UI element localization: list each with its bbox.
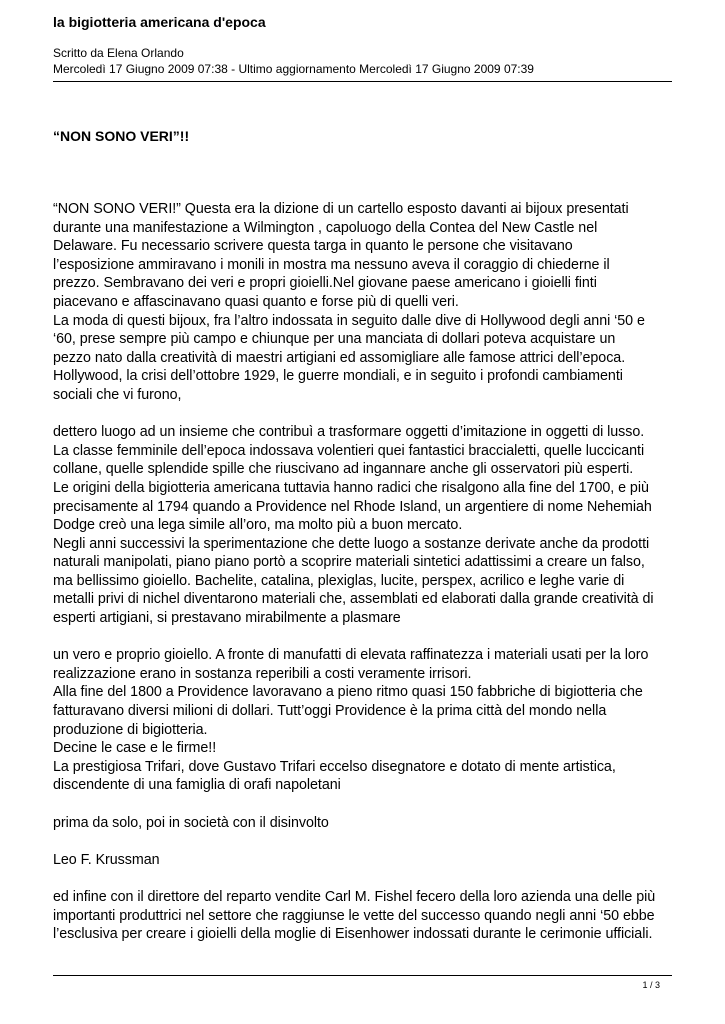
document-meta <box>53 45 534 77</box>
body-line: metalli privi di nichel diventarono materiali che, assemblati ed elaborati dalla grande creatività di <box>53 591 654 608</box>
paragraph-gap <box>53 405 678 424</box>
body-line: piacevano e affascinavano quasi quanto e forse più di quelli veri. <box>53 293 459 310</box>
article-body <box>53 200 678 944</box>
body-line: prima da solo, poi in società con il disinvolto <box>53 814 329 831</box>
body-line: precisamente al 1794 quando a Providence nel Rhode Island, un argentiere di nome Nehemiah <box>53 498 652 515</box>
body-line: Dodge creò una lega simile all’oro, ma molto più a buon mercato. <box>53 517 463 534</box>
document-title: la bigiotteria americana d'epoca <box>53 14 266 30</box>
paragraph-gap <box>53 795 678 814</box>
body-line: importanti produttrici nel settore che raggiunse le vette del successo quando negli anni ‘50 ebbe <box>53 907 655 924</box>
body-line: naturali manipolati, piano piano portò a scoprire materiali sintetici adattissimi a creare un falso, <box>53 554 645 571</box>
body-line: un vero e proprio gioiello. A fronte di manufatti di elevata raffinatezza i materiali usati per la loro <box>53 647 649 664</box>
body-line: sociali che vi furono, <box>53 386 182 403</box>
paragraph-gap <box>53 869 678 888</box>
body-line: produzione di bigiotteria. <box>53 721 208 738</box>
body-line: La prestigiosa Trifari, dove Gustavo Trifari eccelso disegnatore e dotato di mente artistica, <box>53 758 616 775</box>
body-line: l’esposizione ammiravano i monili in mostra ma nessuno aveva il coraggio di chiederne il <box>53 256 610 273</box>
body-line: l’esclusiva per creare i gioielli della moglie di Eisenhower indossati durante le cerimonie ufficiali. <box>53 926 653 943</box>
body-line: fatturavano diversi milioni di dollari. Tutt’oggi Providence è la prima città del mondo nella <box>53 703 607 720</box>
body-line: discendente di una famiglia di orafi napoletani <box>53 777 341 794</box>
body-line: ed infine con il direttore del reparto vendite Carl M. Fishel fecero della loro azienda una delle più <box>53 888 656 905</box>
body-line: Delaware. Fu necessario scrivere questa targa in quanto le persone che visitavano <box>53 238 573 255</box>
body-line: durante una manifestazione a Wilmington , capoluogo della Contea del New Castle nel <box>53 219 598 236</box>
body-line: Decine le case e le firme!! <box>53 740 217 757</box>
body-line: Leo F. Krussman <box>53 851 160 868</box>
header-divider <box>53 81 672 82</box>
body-line: Hollywood, la crisi dell’ottobre 1929, le guerre mondiali, e in seguito i profondi cambiamenti <box>53 368 623 385</box>
body-line: pezzo nato dalla creatività di maestri artigiani ed assomigliare alle famose attrici dell’epoca. <box>53 349 626 366</box>
body-line: ma bellissimo gioiello. Bachelite, catalina, plexiglas, lucite, perspex, acrilico e leghe varie di <box>53 572 625 589</box>
body-line: La moda di questi bijoux, fra l’altro indossata in seguito dalle dive di Hollywood degli anni ‘50 e <box>53 312 645 329</box>
body-line: La classe femminile dell’epoca indossava volentieri quei fantastici braccialetti, quelle luccicanti <box>53 442 645 459</box>
paragraph-gap <box>53 628 678 647</box>
body-line: collane, quelle splendide spille che riuscivano ad ingannare anche gli osservatori più esperti. <box>53 461 634 478</box>
body-line: dettero luogo ad un insieme che contribuì a trasformare oggetti d’imitazione in oggetti di lusso. <box>53 424 645 441</box>
body-line: esperti artigiani, si prestavano mirabilmente a plasmare <box>53 610 401 627</box>
body-line: Le origini della bigiotteria americana tuttavia hanno radici che risalgono alla fine del 1700, e più <box>53 479 649 496</box>
body-line: realizzazione erano in sostanza reperibili a costi veramente irrisori. <box>53 665 472 682</box>
footer-divider <box>53 975 672 976</box>
body-line: Negli anni successivi la sperimentazione che dette luogo a sostanze derivate anche da prodotti <box>53 535 650 552</box>
body-line: “NON SONO VERI!” Questa era la dizione di un cartello esposto davanti ai bijoux presentati <box>53 201 629 217</box>
body-line: ‘60, prese sempre più campo e chiunque per una manciata di dollari poteva acquistare un <box>53 331 616 348</box>
article-heading: “NON SONO VERI”!! <box>53 128 190 144</box>
page-number: 1 / 3 <box>642 980 660 990</box>
author-line: Scritto da Elena Orlando <box>53 46 184 60</box>
body-line: Alla fine del 1800 a Providence lavoravano a pieno ritmo quasi 150 fabbriche di bigiotteria che <box>53 684 643 701</box>
body-line: prezzo. Sembravano dei veri e propri gioielli.Nel giovane paese americano i gioielli finti <box>53 275 597 292</box>
date-line: Mercoledì 17 Giugno 2009 07:38 - Ultimo aggiornamento Mercoledì 17 Giugno 2009 07:39 <box>53 62 534 76</box>
paragraph-gap <box>53 832 678 851</box>
